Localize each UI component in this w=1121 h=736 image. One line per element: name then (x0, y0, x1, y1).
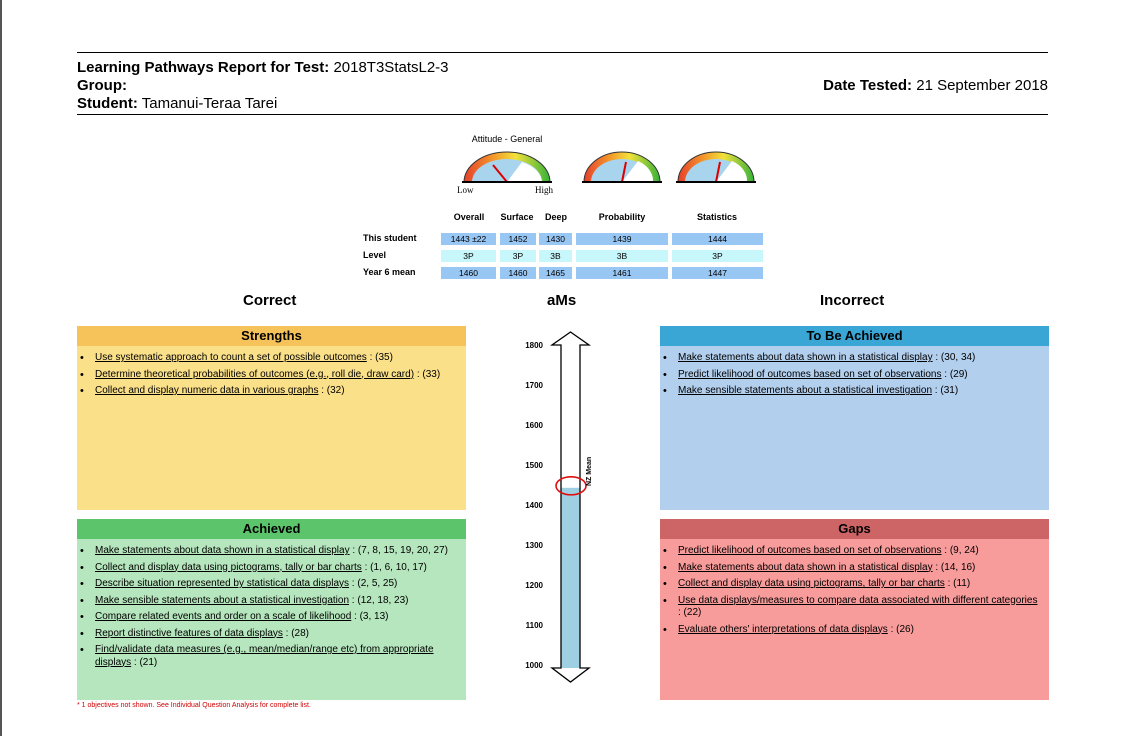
to-be-achieved-panel (660, 326, 1049, 510)
cell-overall: 1460 (441, 267, 496, 279)
gaps-title: Gaps (660, 519, 1049, 539)
cell-overall: 1443 ±22 (441, 233, 496, 245)
objective-link[interactable]: Predict likelihood of outcomes based on set of observations (678, 368, 942, 380)
objective-link[interactable]: Report distinctive features of data displays (95, 627, 283, 639)
question-refs: : (30, 34) (932, 352, 976, 363)
objective-link[interactable]: Make statements about data shown in a statistical display (95, 545, 350, 556)
list-item (95, 644, 456, 669)
question-refs: : (32) (318, 385, 345, 396)
list-item (95, 611, 456, 624)
header-top-rule (77, 52, 1048, 53)
list-item (95, 385, 456, 398)
question-refs: : (2, 5, 25) (349, 578, 398, 589)
scale-tick-label: 1600 (525, 421, 543, 430)
col-header-probability: Probability (598, 212, 646, 222)
scale-tick-label: 1800 (525, 341, 543, 350)
cell-surface: 1460 (500, 267, 536, 279)
gauge-low-label: Low (457, 185, 474, 195)
gaps-panel (660, 519, 1049, 700)
list-item (95, 595, 456, 608)
question-refs: : (35) (366, 352, 393, 363)
scale-tick-label: 1500 (525, 461, 543, 470)
report-title: Learning Pathways Report for Test: 2018T3StatsL2-3 (77, 59, 449, 76)
list-item (678, 369, 1039, 382)
objective-link[interactable]: Collect and display data using pictograms, tally or bar charts (95, 561, 362, 573)
question-refs: : (33) (414, 368, 441, 380)
scale-tick-label: 1000 (525, 661, 543, 670)
objective-link[interactable]: Make statements about data shown in a statistical display (678, 561, 933, 573)
list-item (95, 628, 456, 641)
col-header-deep: Deep (544, 212, 567, 222)
objective-link[interactable]: Compare related events and order on a scale of likelihood (95, 611, 352, 622)
cell-statistics: 1444 (672, 233, 763, 245)
objective-link[interactable]: Collect and display data using pictograms, tally or bar charts (678, 578, 945, 589)
cell-deep: 1465 (539, 267, 572, 279)
cell-deep: 1430 (539, 233, 572, 245)
gaps-list (660, 539, 1049, 636)
objective-link[interactable]: Use data displays/measures to compare data associated with different categories (678, 594, 1038, 606)
question-refs: : (14, 16) (932, 561, 976, 573)
objective-link[interactable]: Make statements about data shown in a statistical display (678, 352, 933, 363)
ams-scale (540, 320, 600, 690)
scale-tick-label: 1200 (525, 581, 543, 590)
question-refs: : (1, 6, 10, 17) (361, 561, 427, 573)
cell-probability: 1461 (576, 267, 668, 279)
objective-link[interactable]: Make sensible statements about a statistical investigation (95, 594, 350, 606)
objective-link[interactable]: Use systematic approach to count a set of possible outcomes (95, 352, 367, 363)
objective-link[interactable]: Determine theoretical probabilities of outcomes (e.g., roll die, draw card) (95, 368, 415, 380)
question-refs: : (29) (941, 368, 968, 380)
correct-heading: Correct (243, 292, 297, 309)
achieved-list (77, 539, 466, 669)
date-tested: Date Tested: 21 September 2018 (823, 77, 1048, 94)
row-label-level: Level (363, 250, 387, 260)
strengths-list (77, 346, 466, 398)
question-refs: : (7, 8, 15, 19, 20, 27) (349, 545, 448, 556)
list-item (95, 578, 456, 591)
list-item (678, 595, 1039, 620)
ams-heading: aMs (547, 292, 577, 309)
list-item (95, 352, 456, 365)
attitude-gauge-2 (580, 148, 664, 186)
cell-overall: 3P (441, 250, 496, 262)
cell-statistics: 3P (672, 250, 763, 262)
question-refs: : (3, 13) (351, 611, 389, 622)
col-header-statistics: Statistics (696, 212, 738, 222)
cell-deep: 3B (539, 250, 572, 262)
achieved-panel (77, 519, 466, 700)
list-item (678, 578, 1039, 591)
nz-mean-label: NZ Mean (586, 456, 593, 486)
cell-surface: 3P (500, 250, 536, 262)
group-line: Group: (77, 77, 127, 94)
row-label-this-student: This student (363, 233, 417, 243)
question-refs: : (9, 24) (941, 545, 979, 556)
objective-link[interactable]: Collect and display numeric data in various graphs (95, 385, 319, 396)
attitude-gauge-3 (674, 148, 758, 186)
incorrect-heading: Incorrect (820, 292, 885, 309)
list-item (678, 562, 1039, 575)
scale-tick-label: 1100 (525, 621, 543, 630)
student-line: Student: Tamanui-Teraa Tarei (77, 95, 278, 112)
objective-link[interactable]: Predict likelihood of outcomes based on set of observations (678, 545, 942, 556)
to-be-achieved-list (660, 346, 1049, 398)
question-refs: : (28) (282, 627, 310, 639)
to-be-achieved-title: To Be Achieved (660, 326, 1049, 346)
col-header-overall: Overall (453, 212, 485, 222)
window-edge (0, 0, 2, 736)
question-refs: : (11) (944, 578, 971, 589)
objective-link[interactable]: Find/validate data measures (e.g., mean/median/range etc) from appropriate displays (95, 644, 434, 668)
attitude-title: Attitude - General (471, 134, 543, 144)
list-item (678, 545, 1039, 558)
scale-tick-label: 1400 (525, 501, 543, 510)
scale-fill-bar (561, 488, 580, 668)
list-item (678, 385, 1039, 398)
question-refs: : (22) (678, 607, 702, 618)
achieved-title: Achieved (77, 519, 466, 539)
cell-surface: 1452 (500, 233, 536, 245)
objective-link[interactable]: Describe situation represented by statistical data displays (95, 578, 350, 589)
gauge-high-label: High (535, 185, 553, 195)
list-item (95, 369, 456, 382)
strengths-title: Strengths (77, 326, 466, 346)
question-refs: : (31) (932, 385, 959, 396)
question-refs: : (21) (131, 656, 158, 668)
cell-probability: 1439 (576, 233, 668, 245)
list-item (678, 624, 1039, 637)
col-header-surface: Surface (500, 212, 534, 222)
header-bottom-rule (77, 114, 1048, 115)
cell-statistics: 1447 (672, 267, 763, 279)
attitude-gauge-general (460, 148, 554, 186)
strengths-panel (77, 326, 466, 510)
objective-link[interactable]: Make sensible statements about a statistical investigation (678, 385, 933, 396)
cell-probability: 3B (576, 250, 668, 262)
row-label-year6-mean: Year 6 mean (363, 267, 416, 277)
scale-tick-label: 1300 (525, 541, 543, 550)
question-refs: : (12, 18, 23) (349, 594, 409, 606)
question-refs: : (26) (887, 623, 914, 635)
scale-tick-label: 1700 (525, 381, 543, 390)
objective-link[interactable]: Evaluate others' interpretations of data displays (678, 623, 888, 635)
list-item (95, 545, 456, 558)
footnote: * 1 objectives not shown. See Individual Question Analysis for complete list. (77, 702, 311, 709)
list-item (95, 562, 456, 575)
list-item (678, 352, 1039, 365)
